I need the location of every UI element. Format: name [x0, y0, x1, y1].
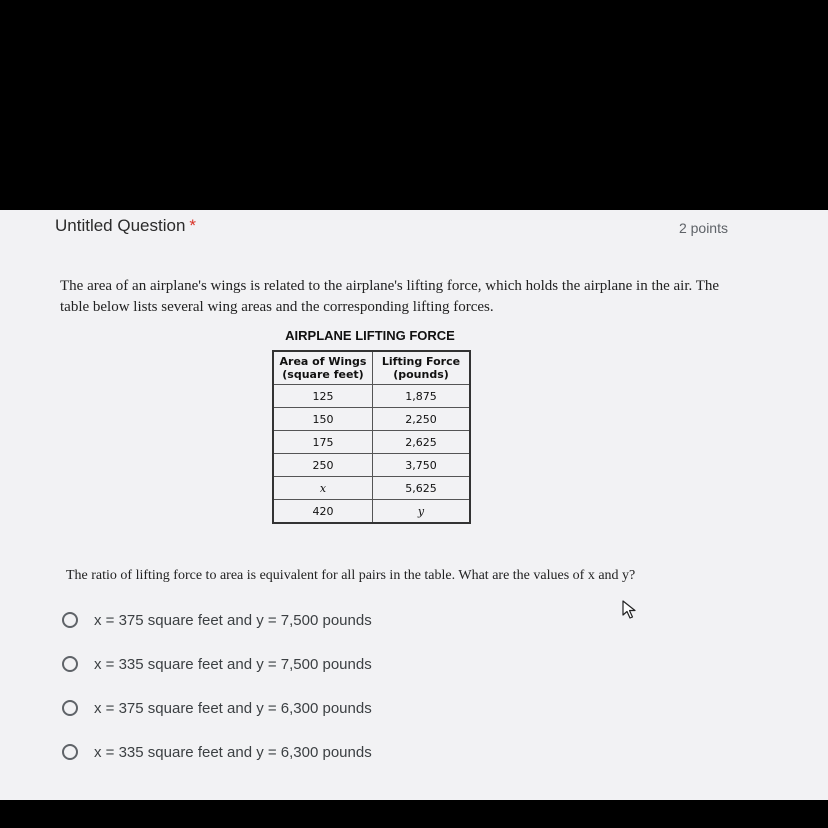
- table-row: 250 3,750: [273, 454, 470, 477]
- option-3[interactable]: [62, 696, 372, 720]
- radio-button-icon[interactable]: [62, 656, 78, 672]
- header-force: Lifting Force (pounds): [373, 351, 471, 385]
- header-area: Area of Wings (square feet): [273, 351, 373, 385]
- table-row: 175 2,625: [273, 431, 470, 454]
- option-label[interactable]: x = 335 square feet and y = 6,300 pounds: [94, 743, 372, 761]
- question-title: Untitled Question *: [55, 216, 197, 235]
- table-row: x 5,625: [273, 477, 470, 500]
- radio-button-icon[interactable]: [62, 744, 78, 760]
- question-prompt: The area of an airplane's wings is related to the airplane's lifting force, which holds the airplane in the air. The table below lists several wing areas and the corresponding lifting forces.: [60, 278, 720, 315]
- table-row: 125 1,875: [273, 385, 470, 408]
- table-title: AIRPLANE LIFTING FORCE: [285, 328, 455, 343]
- radio-button-icon[interactable]: [62, 700, 78, 716]
- question-card: [0, 210, 828, 800]
- table-row: 150 2,250: [273, 408, 470, 431]
- required-marker: *: [189, 216, 197, 235]
- points-label: 2 points: [678, 220, 728, 236]
- option-4[interactable]: [62, 740, 372, 764]
- table-row: 420 y: [273, 500, 470, 524]
- question-ask: The ratio of lifting force to area is equivalent for all pairs in the table. What are the values of x and y?: [66, 568, 636, 583]
- option-label[interactable]: x = 375 square feet and y = 7,500 pounds: [94, 611, 372, 629]
- radio-button-icon[interactable]: [62, 612, 78, 628]
- option-label[interactable]: x = 335 square feet and y = 7,500 pounds: [94, 655, 372, 673]
- option-1[interactable]: [62, 608, 372, 632]
- option-2[interactable]: [62, 652, 372, 676]
- form-screen: [0, 210, 828, 800]
- option-label[interactable]: x = 375 square feet and y = 6,300 pounds: [94, 699, 372, 717]
- mouse-pointer-icon: [622, 600, 638, 620]
- lifting-force-table: [272, 350, 471, 524]
